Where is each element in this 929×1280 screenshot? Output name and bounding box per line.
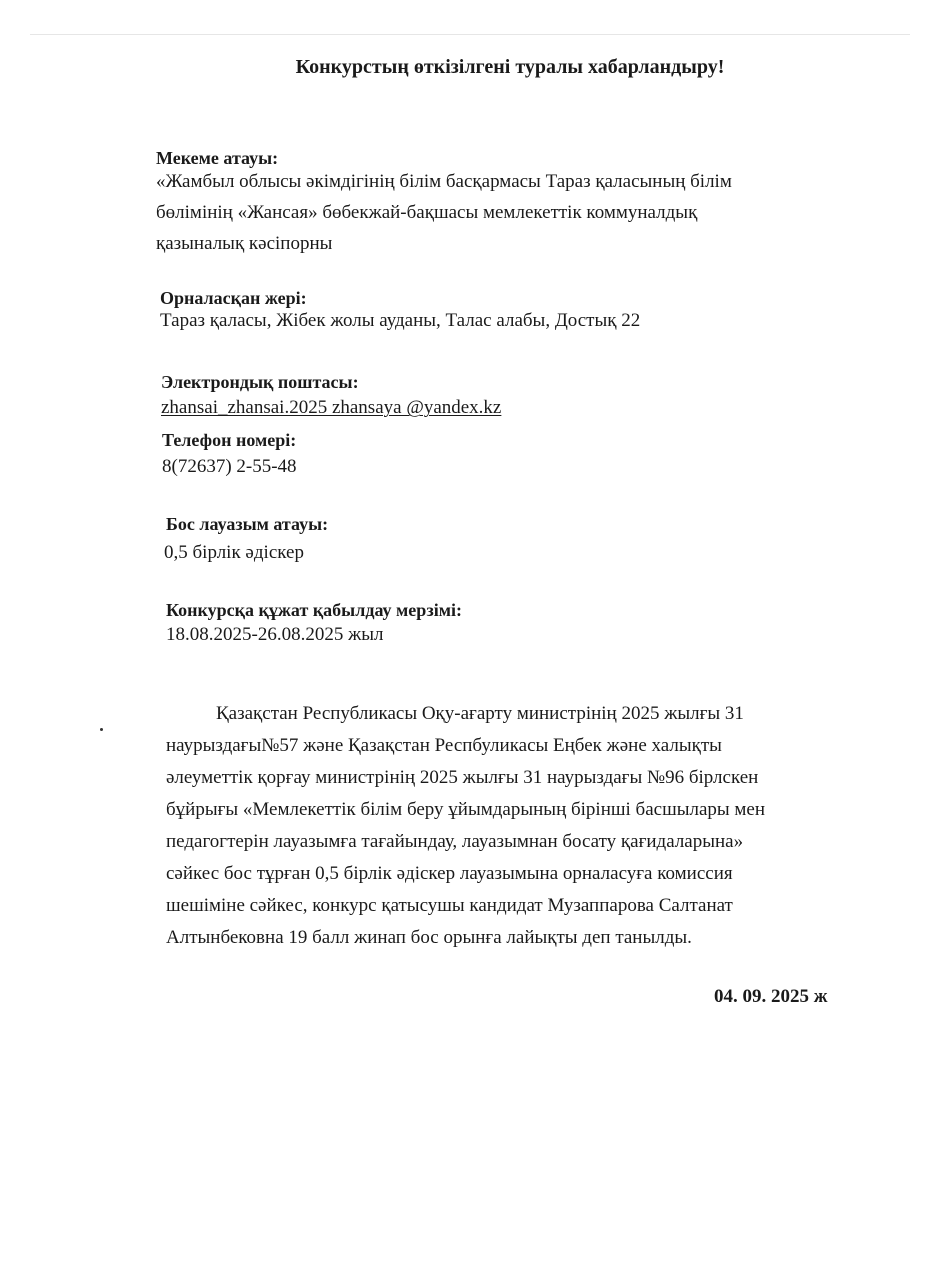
scan-edge-line xyxy=(30,34,910,35)
paragraph-line: наурыздағы№57 және Қазақстан Респбуликасы Еңбек және халықты xyxy=(166,735,722,756)
paragraph-line: Алтынбековна 19 балл жинап бос орынға лайықты деп танылды. xyxy=(166,927,692,948)
institution-label: Мекеме атауы: xyxy=(156,148,279,168)
document-title: Конкурстың өткізілгені туралы хабарландыру! xyxy=(295,56,725,78)
phone-label: Телефон номері: xyxy=(162,430,297,450)
scan-artifact-dot xyxy=(100,728,103,731)
location-label: Орналасқан жері: xyxy=(160,288,307,308)
document-date: 04. 09. 2025 ж xyxy=(714,986,828,1007)
announcement-paragraph xyxy=(166,698,765,954)
paragraph-line: бұйрығы «Мемлекеттік білім беру ұйымдарының бірінші басшылары мен xyxy=(166,799,766,820)
paragraph-line: әлеуметтік қорғау министрінің 2025 жылғы 31 наурыздағы №96 бірлскен xyxy=(166,767,759,788)
paragraph-line: педагогтерін лауазымға тағайындау, лауазымнан босату қағидаларына» xyxy=(166,831,744,852)
institution-line: «Жамбыл облысы әкімдігінің білім басқармасы Тараз қаласының білім xyxy=(156,171,732,192)
deadline-value: 18.08.2025-26.08.2025 жыл xyxy=(166,624,384,645)
institution-line: қазыналық кәсіпорны xyxy=(156,233,333,254)
paragraph-line: шешіміне сәйкес, конкурс қатысушы кандидат Музаппарова Салтанат xyxy=(166,895,733,916)
institution-line: бөлімінің «Жансая» бөбекжай-бақшасы мемлекеттік коммуналдық xyxy=(156,202,698,223)
vacancy-label: Бос лауазым атауы: xyxy=(166,514,329,534)
paragraph-line: Қазақстан Республикасы Оқу-ағарту министрінің 2025 жылғы 31 xyxy=(216,703,744,724)
location-value: Тараз қаласы, Жібек жолы ауданы, Талас алабы, Достық 22 xyxy=(160,310,641,331)
paragraph-line: сәйкес бос тұрған 0,5 бірлік әдіскер лауазымына орналасуға комиссия xyxy=(166,863,733,884)
email-label: Электрондық поштасы: xyxy=(161,372,359,392)
phone-value: 8(72637) 2-55-48 xyxy=(162,456,297,477)
deadline-label: Конкурсқа құжат қабылдау мерзімі: xyxy=(166,600,462,620)
institution-value xyxy=(156,166,732,259)
email-link[interactable]: zhansai_zhansai.2025 zhansaya @yandex.kz xyxy=(161,397,502,418)
vacancy-value: 0,5 бірлік әдіскер xyxy=(164,542,304,563)
